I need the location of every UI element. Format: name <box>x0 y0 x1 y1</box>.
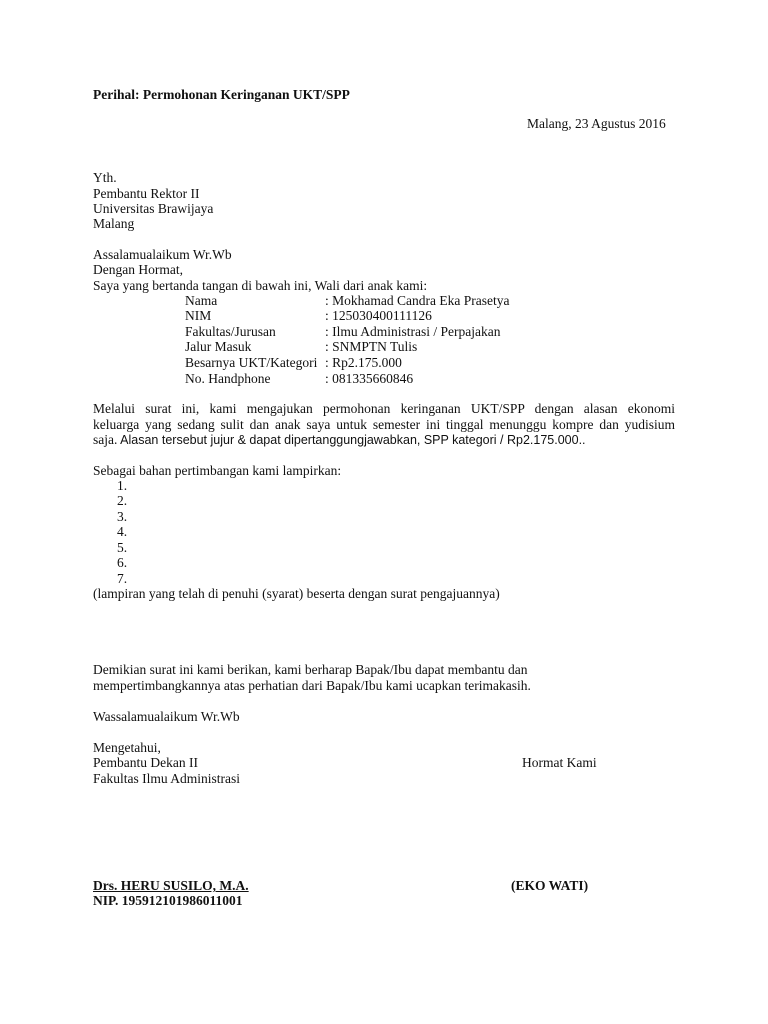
identity-value: : Rp2.175.000 <box>325 355 402 370</box>
list-item: 7. <box>117 571 128 586</box>
list-item: 1. <box>117 478 128 493</box>
identity-label: NIM <box>185 308 212 323</box>
closing-line: Demikian surat ini kami berikan, kami berharap Bapak/Ibu dapat membantu dan <box>93 662 528 677</box>
closing-salam: Wassalamualaikum Wr.Wb <box>93 709 240 724</box>
acknowledged-label: Mengetahui, <box>93 740 161 755</box>
salutation: Dengan Hormat, <box>93 262 183 277</box>
list-item: 3. <box>117 509 128 524</box>
closing-line: mempertimbangkannya atas perhatian dari Bapak/Ibu kami ucapkan terimakasih. <box>93 678 531 693</box>
signatory-name: (EKO WATI) <box>511 878 589 893</box>
identity-label: Nama <box>185 293 218 308</box>
list-item: 5. <box>117 540 128 555</box>
attachments-heading: Sebagai bahan pertimbangan kami lampirkan: <box>93 463 342 478</box>
body-line: keluarga yang sedang sulit dan anak saya untuk semester ini tinggal menunggu kompre dan yudisium <box>93 416 675 432</box>
body-line-sans: Alasan tersebut jujur & dapat dipertanggungjawabkan, SPP kategori / Rp2.175.000.. <box>117 433 586 447</box>
identity-value: : 125030400111126 <box>325 308 432 323</box>
recipient-line: Yth. <box>93 170 117 185</box>
body-paragraph <box>93 401 675 449</box>
identity-label: Jalur Masuk <box>185 339 252 354</box>
recipient-line: Malang <box>93 216 135 231</box>
regards-label: Hormat Kami <box>522 755 597 770</box>
identity-label: Fakultas/Jurusan <box>185 324 276 339</box>
list-item: 6. <box>117 555 128 570</box>
signatory-name: Drs. HERU SUSILO, M.A. <box>93 878 249 893</box>
list-item: 2. <box>117 493 128 508</box>
recipient-line: Universitas Brawijaya <box>93 201 214 216</box>
subject-line: Perihal: Permohonan Keringanan UKT/SPP <box>93 87 350 102</box>
identity-value: : 081335660846 <box>325 371 414 386</box>
recipient-line: Pembantu Rektor II <box>93 186 200 201</box>
identity-label: Besarnya UKT/Kategori <box>185 355 318 370</box>
greeting: Assalamualaikum Wr.Wb <box>93 247 232 262</box>
identity-value: : Mokhamad Candra Eka Prasetya <box>325 293 510 308</box>
signatory-nip: NIP. 195912101986011001 <box>93 893 243 908</box>
identity-value: : SNMPTN Tulis <box>325 339 418 354</box>
body-line: Melalui surat ini, kami mengajukan permohonan keringanan UKT/SPP dengan alasan ekonomi <box>93 401 675 416</box>
identity-value: : Ilmu Administrasi / Perpajakan <box>325 324 501 339</box>
identity-label: No. Handphone <box>185 371 271 386</box>
attachments-note: (lampiran yang telah di penuhi (syarat) beserta dengan surat pengajuannya) <box>93 586 500 601</box>
signatory-position: Pembantu Dekan II <box>93 755 198 770</box>
signatory-unit: Fakultas Ilmu Administrasi <box>93 771 240 786</box>
list-item: 4. <box>117 524 128 539</box>
body-line <box>93 432 675 449</box>
place-date: Malang, 23 Agustus 2016 <box>527 116 666 131</box>
intro-line: Saya yang bertanda tangan di bawah ini, Wali dari anak kami: <box>93 278 428 293</box>
body-line-serif: saja. <box>93 432 118 447</box>
